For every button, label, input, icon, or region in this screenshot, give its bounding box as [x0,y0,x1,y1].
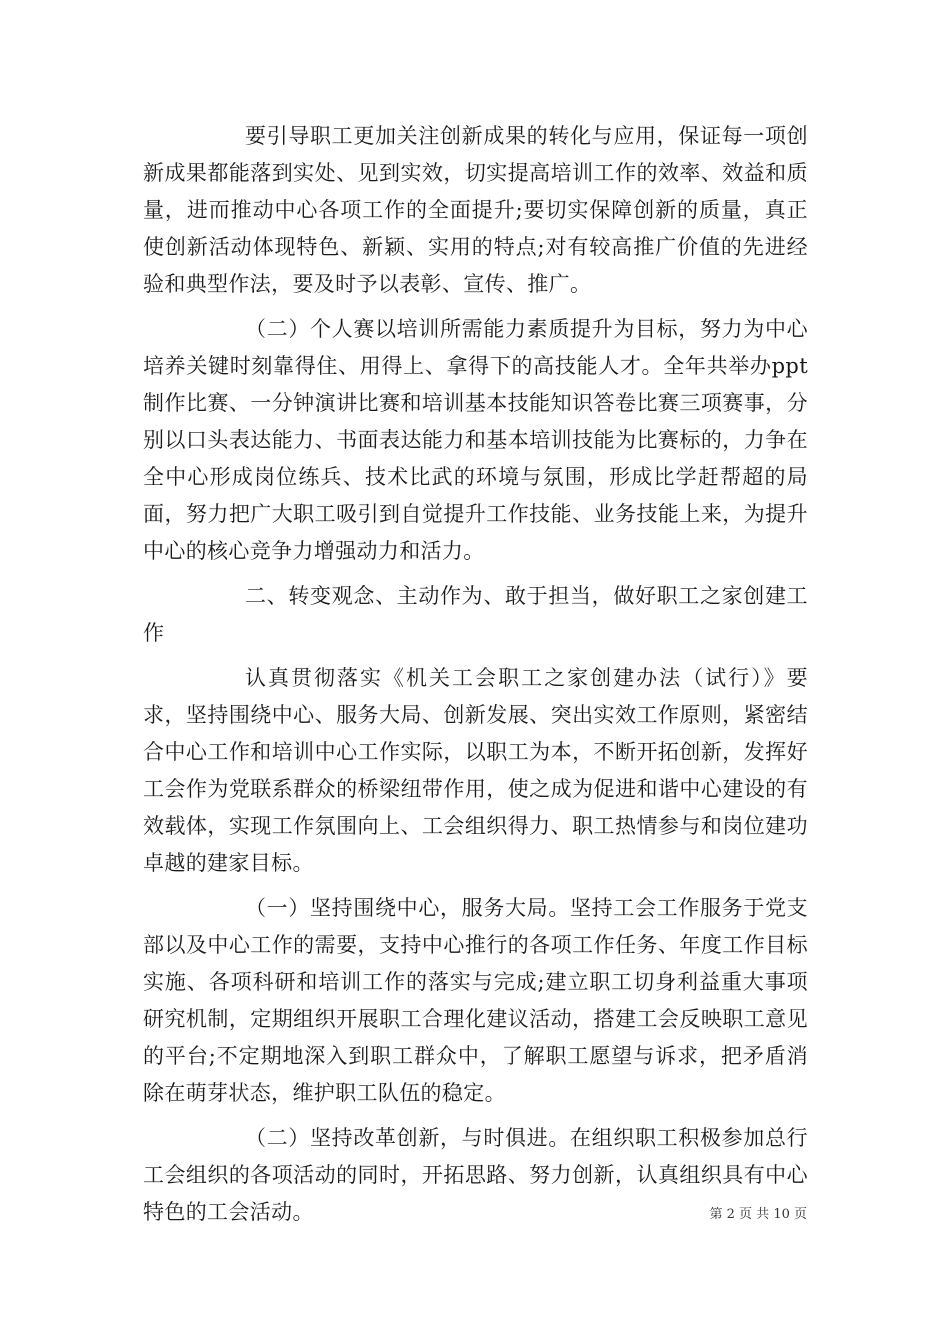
page-number-footer: 第 2 页 共 10 页 [709,1207,807,1222]
paragraph-individual-competition: （二）个人赛以培训所需能力素质提升为目标，努力为中心培养关键时刻靠得住、用得上、拿得下的高技能人才。全年共举办ppt制作比赛、一分钟演讲比赛和培训基本技能知识答卷比赛三项赛事，分别以口头表达能力、书面表达能力和基本培训技能为比赛标的，力争在全中心形成岗位练兵、技术比武的环境与氛围，形成比学赶帮超的局面，努力把广大职工吸引到自觉提升工作技能、业务技能上来，为提升中心的核心竞争力增强动力和活力。 [143,317,808,563]
paragraph-reform-innovation: （二）坚持改革创新，与时俱进。在组织职工积极参加总行工会组织的各项活动的同时，开拓思路、努力创新，认真组织具有中心特色的工会活动。 [143,1126,808,1224]
paragraph-serve-overall: （一）坚持围绕中心，服务大局。坚持工会工作服务于党支部以及中心工作的需要，支持中心推行的各项工作任务、年度工作目标实施、各项科研和培训工作的落实与完成;建立职工切身利益重大事项研究机制，定期组织开展职工合理化建议活动，搭建工会反映职工意见的平台;不定期地深入到职工群众中，了解职工愿望与诉求，把矛盾消除在萌芽状态，维护职工队伍的稳定。 [143,896,808,1105]
section-heading-workers-home: 二、转变观念、主动作为、敢于担当，做好职工之家创建工作 [143,584,808,645]
paragraph-innovation-results: 要引导职工更加关注创新成果的转化与应用，保证每一项创新成果都能落到实处、见到实效，切实提高培训工作的效率、效益和质量，进而推动中心各项工作的全面提升;要切实保障创新的质量，真正使创新活动体现特色、新颖、实用的特点;对有较高推广价值的先进经验和典型作法，要及时予以表彰、宣传、推广。 [143,124,808,296]
document-body [143,118,808,1239]
paragraph-workers-home-method: 认真贯彻落实《机关工会职工之家创建办法（试行）》要求，坚持围绕中心、服务大局、创新发展、突出实效工作原则，紧密结合中心工作和培训中心工作实际，以职工为本，不断开拓创新，发挥好工会作为党联系群众的桥梁纽带作用，使之成为促进和谐中心建设的有效载体，实现工作氛围向上、工会组织得力、职工热情参与和岗位建功卓越的建家目标。 [143,666,808,875]
